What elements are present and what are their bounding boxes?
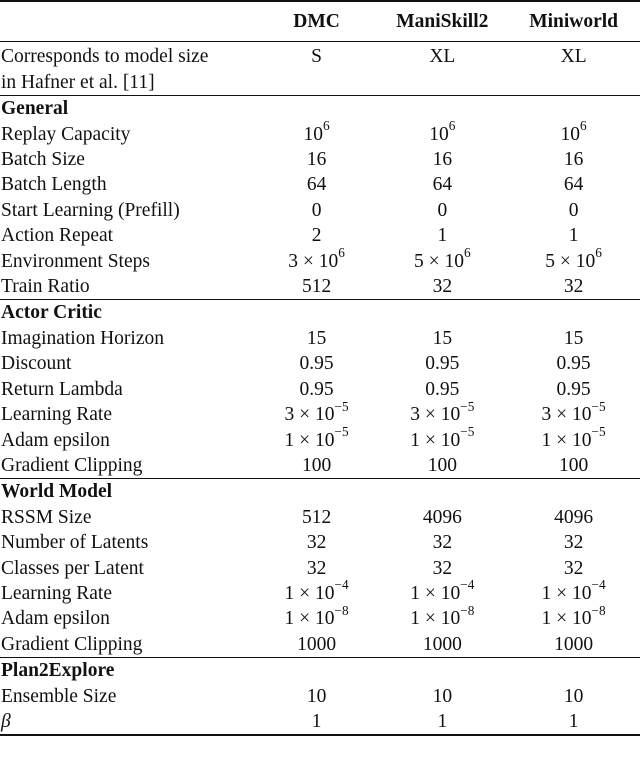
value-base: 512 (301, 276, 332, 298)
value-base: 10 (560, 123, 581, 145)
section-title: Plan2Explore (0, 658, 256, 684)
empty-cell (377, 658, 507, 684)
value-base: 16 (306, 149, 327, 171)
value-cell-miniworld (507, 198, 640, 223)
table-row (0, 326, 640, 351)
value-base: 0.95 (556, 378, 591, 400)
value-cell-miniworld (507, 602, 640, 631)
value-cell-maniskill2 (377, 453, 507, 479)
table-row (0, 147, 640, 172)
value-cell-dmc (256, 172, 378, 197)
value-base: 2 (311, 225, 322, 247)
empty-cell (256, 658, 378, 684)
value-base: 1000 (297, 633, 337, 655)
value-cell-dmc (256, 602, 378, 631)
value-cell-maniskill2 (377, 505, 507, 530)
value-base: 32 (432, 532, 453, 554)
value-cell-miniworld (507, 274, 640, 300)
value-cell-miniworld (507, 530, 640, 555)
value-base: 3 × 10 (541, 404, 592, 426)
table-row (0, 402, 640, 427)
value-base: 3 × 10 (284, 404, 335, 426)
value-cell-dmc (256, 326, 378, 351)
value-cell-maniskill2 (377, 245, 507, 274)
value-exponent: −4 (591, 577, 606, 593)
empty-cell (377, 300, 507, 326)
value-base: 10 (432, 685, 453, 707)
value-exponent: −8 (460, 602, 475, 618)
value-base: 5 × 10 (545, 250, 596, 272)
value-base: 32 (563, 276, 584, 298)
value-cell-miniworld (507, 632, 640, 658)
row-label: Replay Capacity (1, 123, 131, 145)
header-empty-cell (0, 1, 256, 42)
model-size-row (0, 42, 640, 96)
value-base: 64 (563, 174, 584, 196)
section-header-actor-critic (0, 300, 640, 326)
value-cell-maniskill2 (377, 377, 507, 402)
section-header-general (0, 96, 640, 122)
value-base: 0.95 (299, 353, 334, 375)
value-exponent: 6 (338, 245, 345, 261)
table-row (0, 684, 640, 709)
value-exponent: −5 (591, 398, 606, 414)
value-cell-dmc (256, 632, 378, 658)
value-cell-maniskill2 (377, 530, 507, 555)
value-base: 16 (432, 149, 453, 171)
row-label: Gradient Clipping (1, 454, 143, 476)
row-label: Ensemble Size (1, 685, 117, 707)
value-cell-maniskill2 (377, 709, 507, 735)
value-base: 1 × 10 (541, 582, 592, 604)
section-header-plan2explore (0, 658, 640, 684)
value-cell-maniskill2 (377, 198, 507, 223)
model-size-maniskill2: XL (377, 42, 507, 96)
value-cell-miniworld (507, 556, 640, 581)
value-cell-dmc (256, 118, 378, 147)
value-base: 15 (563, 327, 584, 349)
value-exponent: −5 (460, 424, 475, 440)
value-cell-miniworld (507, 577, 640, 606)
value-base: 1 (568, 225, 579, 247)
row-label: Return Lambda (1, 378, 123, 400)
value-base: 1 × 10 (541, 608, 592, 630)
value-base: 100 (558, 454, 589, 476)
empty-cell (256, 300, 378, 326)
value-base: 1 (437, 710, 448, 732)
table-row (0, 428, 640, 453)
table-row (0, 632, 640, 658)
table-row (0, 709, 640, 735)
value-cell-dmc (256, 556, 378, 581)
header-miniworld: Miniworld (507, 1, 640, 42)
value-base: 0 (311, 199, 322, 221)
value-exponent: −4 (334, 577, 349, 593)
table-row (0, 556, 640, 581)
value-base: 1 (437, 225, 448, 247)
value-base: 512 (301, 506, 332, 528)
value-base: 10 (429, 123, 449, 145)
value-base: 0.95 (556, 353, 591, 375)
model-size-label-line2: in Hafner et al. [11] (1, 71, 155, 93)
row-label: Learning Rate (1, 404, 112, 426)
value-exponent: 6 (464, 245, 471, 261)
value-base: 0 (437, 199, 448, 221)
table-row (0, 223, 640, 248)
value-cell-maniskill2 (377, 326, 507, 351)
value-base: 1 × 10 (284, 608, 335, 630)
value-base: 16 (563, 149, 584, 171)
value-cell-miniworld (507, 684, 640, 709)
value-base: 1000 (422, 633, 462, 655)
table-row (0, 172, 640, 197)
value-cell-maniskill2 (377, 147, 507, 172)
value-cell-maniskill2 (377, 274, 507, 300)
value-cell-miniworld (507, 351, 640, 376)
row-label: Gradient Clipping (1, 633, 143, 655)
value-cell-dmc (256, 577, 378, 606)
value-base: 10 (306, 685, 327, 707)
section-title: Actor Critic (0, 300, 256, 326)
value-cell-miniworld (507, 172, 640, 197)
value-base: 1 (311, 710, 322, 732)
value-cell-miniworld (507, 223, 640, 248)
value-base: 10 (303, 123, 324, 145)
row-label: Train Ratio (1, 276, 90, 298)
value-base: 100 (427, 454, 457, 476)
value-exponent: 6 (448, 118, 456, 134)
header-dmc: DMC (256, 1, 378, 42)
value-base: 0 (568, 199, 579, 221)
value-cell-maniskill2 (377, 602, 507, 631)
value-cell-maniskill2 (377, 577, 507, 606)
value-base: 4096 (422, 506, 462, 528)
empty-cell (256, 96, 378, 122)
value-base: 32 (432, 557, 453, 579)
table-row (0, 505, 640, 530)
section-header-world-model (0, 479, 640, 505)
value-exponent: −8 (591, 602, 606, 618)
value-exponent: 6 (580, 118, 587, 134)
value-cell-maniskill2 (377, 556, 507, 581)
value-base: 4096 (554, 506, 594, 528)
row-label: RSSM Size (1, 506, 92, 528)
value-base: 1 × 10 (284, 429, 335, 451)
value-cell-maniskill2 (377, 351, 507, 376)
row-label: Environment Steps (1, 250, 150, 272)
table-row (0, 122, 640, 147)
value-cell-miniworld (507, 377, 640, 402)
value-cell-miniworld (507, 118, 640, 147)
model-size-dmc: S (256, 42, 378, 96)
table-row (0, 377, 640, 402)
value-exponent: −8 (334, 602, 349, 618)
value-base: 100 (301, 454, 332, 476)
value-cell-dmc (256, 530, 378, 555)
value-base: 1 × 10 (410, 429, 461, 451)
empty-cell (507, 658, 640, 684)
row-label: β (0, 709, 256, 735)
value-cell-dmc (256, 147, 378, 172)
row-label: Start Learning (Prefill) (1, 199, 180, 221)
model-size-label-line1: Corresponds to model size (1, 46, 209, 68)
row-label: Classes per Latent (1, 557, 144, 579)
value-cell-dmc (256, 198, 378, 223)
empty-cell (377, 96, 507, 122)
empty-cell (507, 300, 640, 326)
empty-cell (507, 479, 640, 505)
header-maniskill2: ManiSkill2 (377, 1, 507, 42)
value-base: 1 × 10 (284, 582, 335, 604)
value-cell-dmc (256, 505, 378, 530)
value-base: 0.95 (425, 353, 460, 375)
value-cell-miniworld (507, 147, 640, 172)
row-label: Batch Size (1, 149, 85, 171)
row-label: Learning Rate (1, 582, 112, 604)
section-title: World Model (0, 479, 256, 505)
value-base: 1 × 10 (541, 429, 592, 451)
table-row (0, 249, 640, 274)
value-cell-dmc (256, 377, 378, 402)
value-cell-miniworld (507, 245, 640, 274)
value-cell-dmc (256, 245, 378, 274)
value-cell-maniskill2 (377, 172, 507, 197)
value-exponent: −5 (591, 424, 606, 440)
value-base: 1 (568, 710, 579, 732)
value-cell-dmc (256, 453, 378, 479)
value-base: 5 × 10 (414, 250, 464, 272)
row-label: Adam epsilon (1, 608, 110, 630)
value-exponent: −5 (334, 424, 349, 440)
table-row (0, 581, 640, 606)
value-exponent: −5 (334, 398, 349, 414)
value-base: 15 (306, 327, 327, 349)
row-label: Action Repeat (1, 225, 114, 247)
value-cell-maniskill2 (377, 632, 507, 658)
value-base: 32 (563, 532, 584, 554)
value-cell-miniworld (507, 453, 640, 479)
table-row (0, 530, 640, 555)
model-size-miniworld: XL (507, 42, 640, 96)
row-label: Discount (1, 353, 72, 375)
value-base: 3 × 10 (410, 404, 461, 426)
value-cell-miniworld (507, 424, 640, 453)
value-base: 64 (306, 174, 327, 196)
value-cell-miniworld (507, 505, 640, 530)
value-base: 32 (563, 557, 584, 579)
table-row (0, 198, 640, 223)
value-base: 15 (432, 327, 453, 349)
value-cell-miniworld (507, 326, 640, 351)
value-cell-maniskill2 (377, 223, 507, 248)
row-label: Batch Length (1, 174, 107, 196)
row-label: Imagination Horizon (1, 327, 164, 349)
table-row (0, 351, 640, 376)
value-cell-dmc (256, 274, 378, 300)
value-cell-dmc (256, 684, 378, 709)
empty-cell (507, 96, 640, 122)
value-cell-miniworld (507, 709, 640, 735)
value-exponent: 6 (323, 118, 330, 134)
value-base: 10 (563, 685, 584, 707)
value-cell-maniskill2 (377, 398, 507, 427)
value-cell-maniskill2 (377, 684, 507, 709)
empty-cell (256, 479, 378, 505)
header-row (0, 1, 640, 42)
value-exponent: −5 (460, 398, 475, 414)
row-label: Number of Latents (1, 532, 149, 554)
section-title: General (0, 96, 256, 122)
value-cell-dmc (256, 424, 378, 453)
value-exponent: −4 (460, 577, 475, 593)
model-size-label (0, 42, 256, 96)
table-row (0, 274, 640, 300)
value-cell-miniworld (507, 398, 640, 427)
table-row (0, 606, 640, 631)
empty-cell (377, 479, 507, 505)
value-base: 1000 (554, 633, 594, 655)
value-cell-dmc (256, 351, 378, 376)
value-base: 32 (306, 557, 327, 579)
value-cell-maniskill2 (377, 424, 507, 453)
value-base: 1 × 10 (410, 582, 461, 604)
row-label: Adam epsilon (1, 429, 110, 451)
value-cell-dmc (256, 709, 378, 735)
value-base: 64 (432, 174, 453, 196)
value-cell-maniskill2 (377, 118, 507, 147)
value-base: 0.95 (425, 378, 460, 400)
value-base: 1 × 10 (410, 608, 461, 630)
value-base: 0.95 (299, 378, 334, 400)
value-base: 3 × 10 (288, 250, 339, 272)
value-exponent: 6 (595, 245, 602, 261)
value-base: 32 (432, 276, 453, 298)
table-row (0, 453, 640, 479)
value-cell-dmc (256, 223, 378, 248)
value-cell-dmc (256, 398, 378, 427)
value-base: 32 (306, 532, 327, 554)
